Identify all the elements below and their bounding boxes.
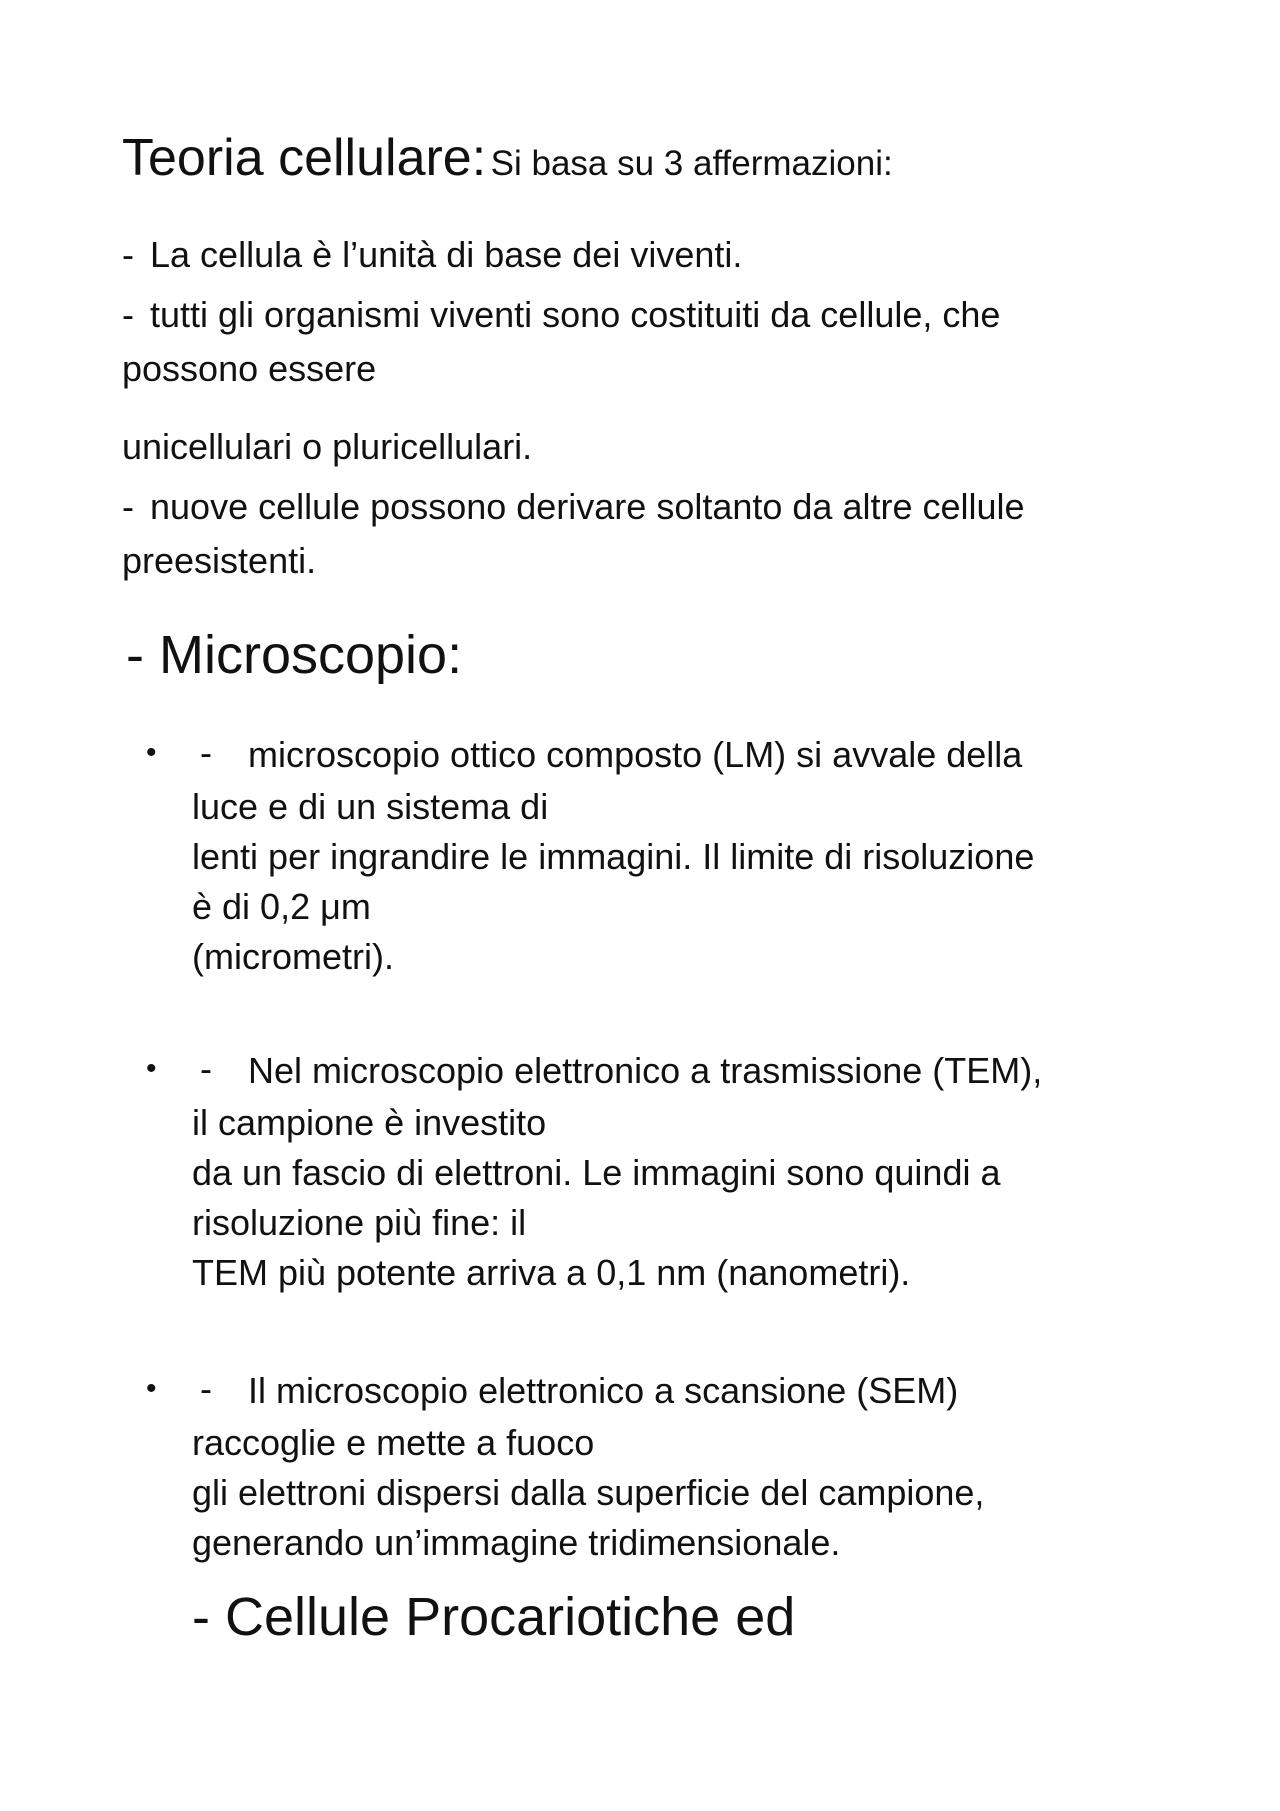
item-line: Nel microscopio elettronico a trasmissione (TEM), [248, 1050, 1043, 1091]
item-line: microscopio ottico composto (LM) si avvale della [248, 734, 1023, 775]
item-dash: - [200, 732, 212, 773]
item-line: raccoglie e mette a fuoco [192, 1422, 595, 1463]
item-line: risoluzione più fine: il [192, 1202, 527, 1243]
theory-item-2: - tutti gli organismi viventi sono costituiti da cellule, che [122, 294, 1001, 335]
item-dash: - [200, 1368, 212, 1409]
item-line: il campione è investito [192, 1102, 547, 1143]
item-line: lenti per ingrandire le immagini. Il limite di risoluzione [192, 836, 1035, 877]
item-line: TEM più potente arriva a 0,1 nm (nanometri). [192, 1252, 911, 1293]
bullet-icon: • [146, 1372, 157, 1405]
item-line: da un fascio di elettroni. Le immagini sono quindi a [192, 1152, 1001, 1193]
bullet-icon: • [146, 736, 157, 769]
page-title [122, 128, 893, 188]
title-main: Teoria cellulare: [122, 129, 487, 187]
item-line: luce e di un sistema di [192, 786, 549, 827]
bullet-icon: • [146, 1052, 157, 1085]
theory-item-2-line-2: possono essere [122, 348, 377, 389]
section-heading-cellule: - Cellule Procariotiche ed [192, 1587, 796, 1647]
item-line: generando un’immagine tridimensionale. [192, 1522, 841, 1563]
item-line: gli elettroni dispersi dalla superficie del campione, [192, 1472, 985, 1513]
item-line: Il microscopio elettronico a scansione (SEM) [248, 1370, 959, 1411]
theory-item-3: - nuove cellule possono derivare soltanto da altre cellule [122, 486, 1025, 527]
theory-item-1: - La cellula è l’unità di base dei viventi. [122, 234, 743, 275]
item-line: è di 0,2 μm [192, 886, 371, 927]
theory-item-2-line-3: unicellulari o pluricellulari. [122, 426, 533, 467]
theory-item-3-line-2: preesistenti. [122, 540, 317, 581]
title-subtitle: Si basa su 3 affermazioni: [490, 144, 893, 183]
item-line: (micrometri). [192, 936, 394, 977]
section-heading-microscopio: - Microscopio: [126, 625, 463, 685]
item-dash: - [200, 1048, 212, 1089]
